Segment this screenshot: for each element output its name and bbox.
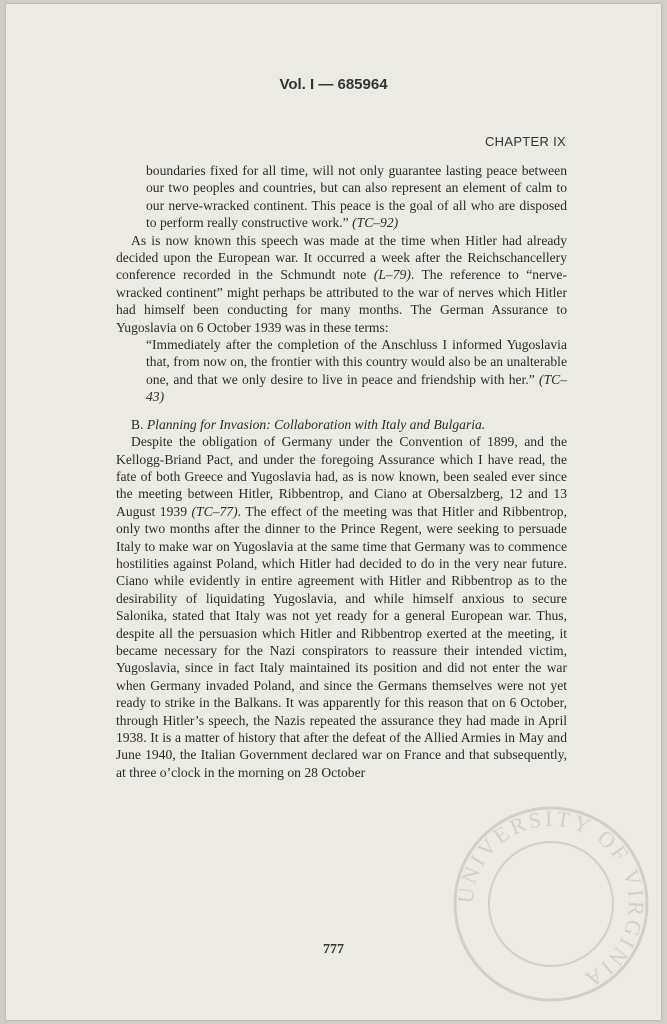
paragraph: As is now known this speech was made at the time when Hitler had already decided upon the European war. It occurred a week after the Reichschancellery conference recorded in the Schmundt note (L–79). The reference to “nerve-wracked continent” might perhaps be attributed to the war of nerves which Hitler had himself been conducting for many months. The German Assurance to Yugoslavia on 6 October 1939 was in these terms: [116,232,567,335]
page-number: 777 [323,942,344,957]
reference-citation: (TC–92) [352,215,399,231]
reference-citation: (TC–77) [191,503,238,519]
document-page [6,4,661,1020]
chapter-heading: CHAPTER IX [484,134,566,149]
page-title: Vol. I — 685964 [279,76,388,93]
block-quote: “Immediately after the completion of the Anschluss I informed Yugoslavia that, from now on, the frontier with this country would also be an unalterable one, and that we only desire to live in peace and friendship with her.” (TC–43) [146,337,567,405]
quote-continuation: boundaries fixed for all time, will not only guarantee lasting peace between our two peoples and countries, but can also represent an element of calm to our nerve-wracked continent. This peace is the goal of all who are disposed to perform really constructive work.” (TC–92) [146,163,567,231]
body-text [116,162,567,781]
paragraph: Despite the obligation of Germany under the Convention of 1899, and the Kellogg-Briand Pact, and under the foregoing Assurance which I have read, the fate of both Greece and Yugoslavia had, as is now known, been sealed ever since the meeting between Hitler, Ribbentrop, and Ciano at Obersalzberg, 12 and 13 August 1939 (TC–77). The effect of the meeting was that Hitler and Ribbentrop, only two months after the dinner to the Prince Regent, were seeking to persuade Italy to make war on Yugoslavia at the same time that Germany was to commence hostilities against Poland, which Hitler had decided to do in the very near future. Ciano while evidently in entire agreement with Hitler and Ribbentrop as to the desirability of liquidating Yugoslavia, and while himself anxious to secure Salonika, stated that Italy was not yet ready for a general European war. Thus, despite all the persuasion which Hitler and Ribbentrop exerted at the meeting, it became necessary for the Nazi conspirators to reassure their intended victim, Yugoslavia, since in fact Italy maintained its position and did not enter the war when Germany invaded Poland, and since the Germans themselves were not yet ready to strike in the Balkans. It was apparently for this reason that on 6 October, through Hitler’s speech, the Nazis repeated the assurance they had made in April 1938. It is a matter of history that after the defeat of the Allied Armies in May and June 1940, the Italian Government declared war on France and that subsequently, at three o’clock in the morning on 28 October [116,434,567,780]
svg-text:UNIVERSITY OF VIRGINIA: UNIVERSITY OF VIRGINIA [452,805,650,994]
library-seal-watermark [451,804,651,1004]
reference-citation: (L–79) [373,267,411,283]
section-heading: B. Planning for Invasion: Collaboration with Italy and Bulgaria. [131,416,486,432]
reference-citation: (TC–43) [146,371,567,405]
